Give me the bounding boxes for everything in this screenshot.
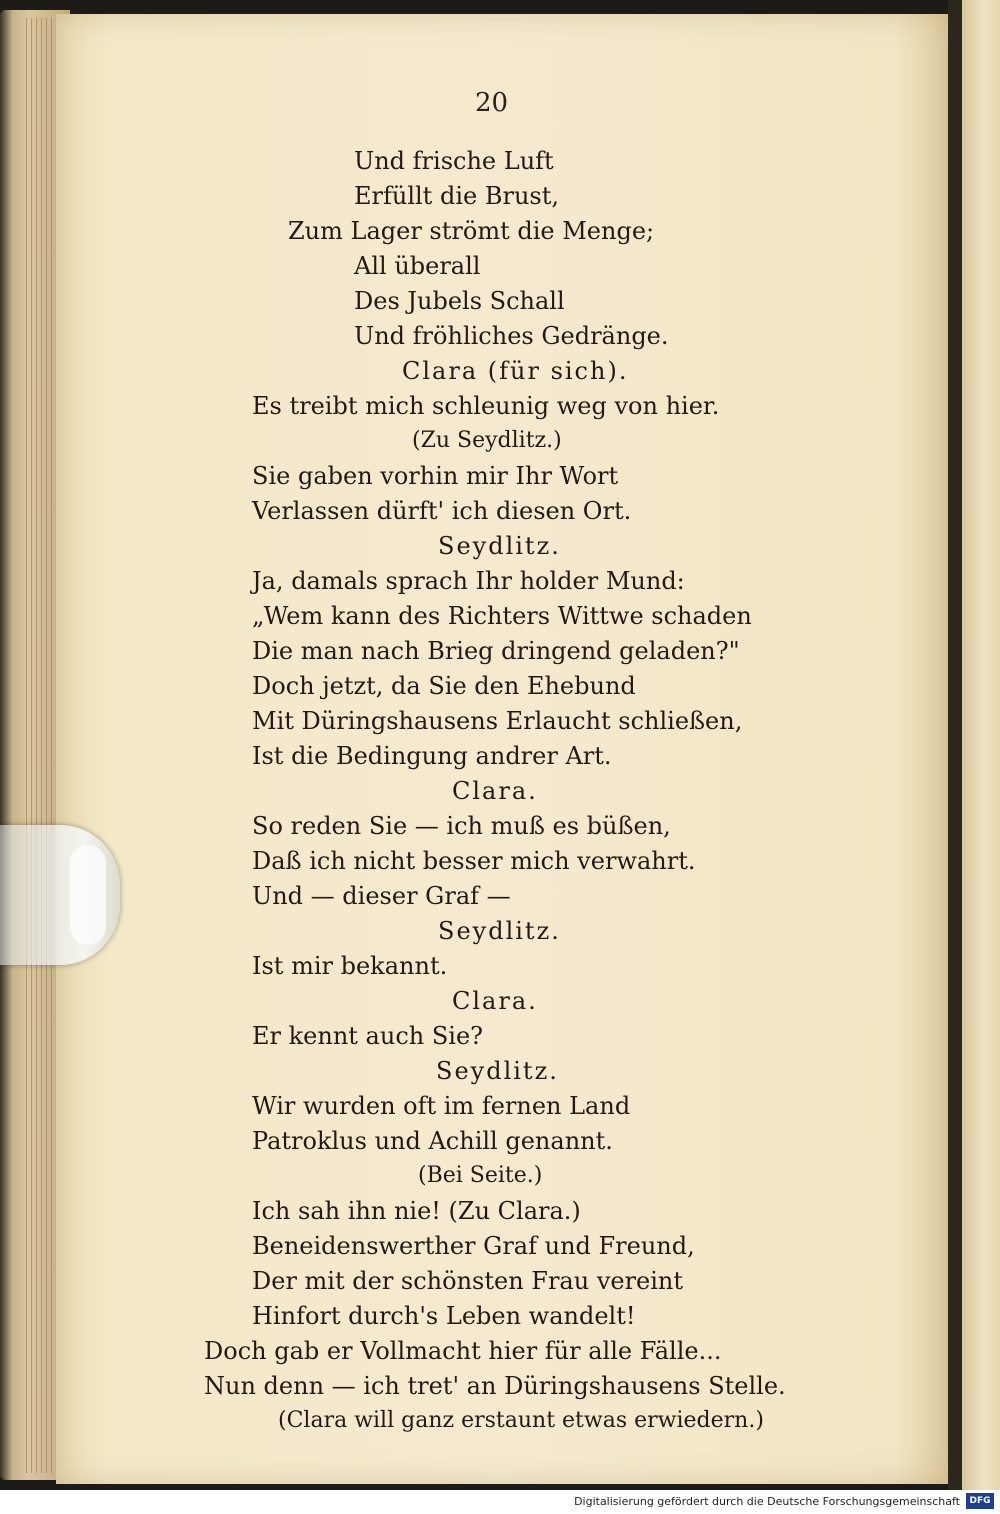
verse-line: Und — dieser Graf — — [252, 882, 511, 910]
verse-line: Doch jetzt, da Sie den Ehebund — [252, 672, 636, 700]
verse-line: Erfüllt die Brust, — [354, 182, 559, 210]
verse-line: „Wem kann des Richters Wittwe schaden — [252, 602, 752, 630]
verse-line: Patroklus und Achill genannt. — [252, 1127, 613, 1155]
page-clip — [0, 825, 120, 965]
speaker-heading: Seydlitz. — [438, 917, 561, 945]
stage-direction: (Zu Seydlitz.) — [412, 428, 562, 453]
verse-line: Er kennt auch Sie? — [252, 1022, 484, 1050]
speaker-heading: Clara. — [452, 777, 538, 805]
verse-line: Und frische Luft — [354, 147, 554, 175]
verse-line: Nun denn — ich tret' an Düringshausens Stelle. — [204, 1372, 786, 1400]
verse-line: So reden Sie — ich muß es büßen, — [252, 812, 671, 840]
footer-credit: Digitalisierung gefördert durch die Deutsche Forschungsgemeinschaft — [574, 1495, 960, 1508]
verse-line: Mit Düringshausens Erlaucht schließen, — [252, 707, 743, 735]
speaker-heading: Seydlitz. — [438, 532, 561, 560]
verse-line: Wir wurden oft im fernen Land — [252, 1092, 631, 1120]
verse-line: Verlassen dürft' ich diesen Ort. — [252, 497, 632, 525]
verse-line: Daß ich nicht besser mich verwahrt. — [252, 847, 696, 875]
facing-page-edge — [962, 0, 1000, 1490]
verse-line: All überall — [354, 252, 481, 280]
speaker-heading: Seydlitz. — [436, 1057, 559, 1085]
verse-line: Des Jubels Schall — [354, 287, 565, 315]
verse-line: Ich sah ihn nie! (Zu Clara.) — [252, 1197, 581, 1225]
page-gutter — [948, 0, 962, 1490]
verse-line: Sie gaben vorhin mir Ihr Wort — [252, 462, 619, 490]
dfg-logo: DFG — [966, 1493, 994, 1509]
clip-highlight — [70, 845, 106, 945]
verse-line: Ist mir bekannt. — [252, 952, 448, 980]
page-number: 20 — [475, 88, 509, 118]
stage-direction: (Bei Seite.) — [418, 1163, 543, 1188]
verse-line: Beneidenswerther Graf und Freund, — [252, 1232, 695, 1260]
verse-line: Die man nach Brieg dringend geladen?" — [252, 637, 740, 665]
verse-line: Ist die Bedingung andrer Art. — [252, 742, 612, 770]
verse-line: Der mit der schönsten Frau vereint — [252, 1267, 684, 1295]
verse-line: Hinfort durch's Leben wandelt! — [252, 1302, 636, 1330]
speaker-heading: Clara. — [452, 987, 538, 1015]
verse-line: Es treibt mich schleunig weg von hier. — [252, 392, 720, 420]
stage-direction: (Clara will ganz erstaunt etwas erwiedern.) — [278, 1408, 764, 1433]
verse-line: Ja, damals sprach Ihr holder Mund: — [252, 567, 685, 595]
verse-line: Zum Lager strömt die Menge; — [288, 217, 655, 245]
verse-line: Und fröhliches Gedränge. — [354, 322, 669, 350]
footer-bar — [0, 1490, 1000, 1514]
verse-line: Doch gab er Vollmacht hier für alle Fälle... — [204, 1337, 722, 1365]
speaker-heading: Clara (für sich). — [402, 357, 629, 385]
